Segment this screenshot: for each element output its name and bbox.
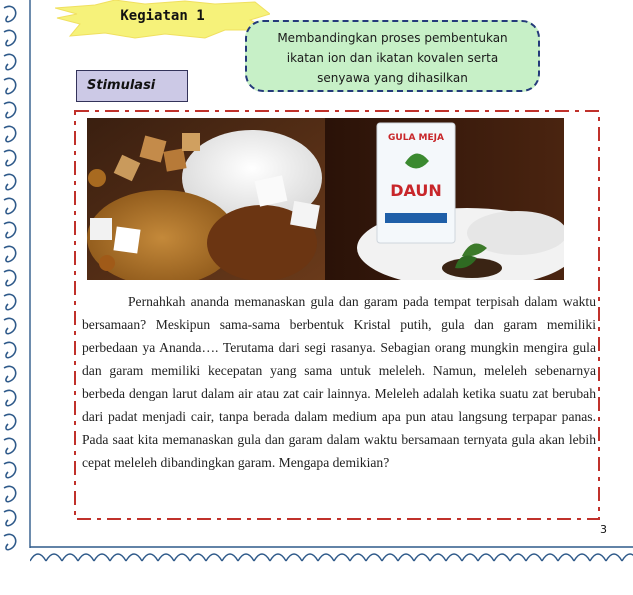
spiral-loop (4, 6, 16, 21)
scallop-arc (350, 554, 366, 561)
spiral-loop (4, 486, 16, 501)
spiral-loop (4, 534, 16, 549)
scallop-arc (590, 554, 606, 561)
spiral-loop (4, 102, 16, 117)
spiral-loop (4, 54, 16, 69)
scallop-arc (222, 554, 238, 561)
scallop-arc (190, 554, 206, 561)
scallop-arc (238, 554, 254, 561)
stimulus-paragraph: Pernahkah ananda memanaskan gula dan garam pada tempat terpisah dalam waktu bersamaan? Meskipun sama-sama berbentuk Kristal putih, gula dan garam memiliki perbedaan ya Ananda…. Terutama dari segi rasanya. Sebagian orang mungkin mengira gula dan garam memiliki kecepatan yang sama untuk meleleh. Namun, meleleh sebenarnya berbeda dengan larut dalam air atau zat cair lainnya. Meleleh adalah ketika suatu zat berubah dari padat menjadi cair, tanpa berada dalam medium apa pun atau langsung terpapar panas. Pada saat kita memanaskan gula dan garam dalam waktu bersamaan ternyata gula akan lebih cepat meleleh dibandingkan garam. Mengapa demikian? (82, 294, 596, 470)
spiral-loop (4, 438, 16, 453)
scallop-arc (270, 554, 286, 561)
spiral-loop (4, 318, 16, 333)
scallop-arc (510, 554, 526, 561)
sugar-salt-photo (87, 118, 564, 280)
spiral-loop (4, 390, 16, 405)
scallop-arc (558, 554, 574, 561)
scallop-arc (318, 554, 334, 561)
scallop-arc (478, 554, 494, 561)
activity-title: Kegiatan 1 (120, 8, 205, 24)
salt-package (377, 123, 455, 243)
spiral-loop (4, 222, 16, 237)
scallop-arc (526, 554, 542, 561)
spiral-loop (4, 246, 16, 261)
spiral-loop (4, 126, 16, 141)
scallop-arc (462, 554, 478, 561)
spiral-loop (4, 294, 16, 309)
objective-line: ikatan ion dan ikatan kovalen serta (286, 51, 499, 65)
scallop-arc (254, 554, 270, 561)
spiral-loop (4, 150, 16, 165)
package-brand-text: GULA MEJA (388, 133, 444, 143)
spiral-loop (4, 198, 16, 213)
scallop-arc (158, 554, 174, 561)
scallop-arc (30, 554, 46, 561)
objective-line: Membandingkan proses pembentukan (277, 31, 508, 45)
section-label: Stimulasi (76, 70, 188, 102)
scallop-arc (366, 554, 382, 561)
package-name-text: DAUN (390, 181, 442, 200)
scallop-arc (430, 554, 446, 561)
scallop-arc (622, 554, 633, 561)
spiral-loop (4, 270, 16, 285)
spiral-loop (4, 30, 16, 45)
scallop-arc (542, 554, 558, 561)
spiral-loop (4, 174, 16, 189)
spiral-loop (4, 510, 16, 525)
objective-callout (245, 20, 540, 92)
scallop-arc (126, 554, 142, 561)
scallop-arc (414, 554, 430, 561)
scallop-arc (382, 554, 398, 561)
scallop-arc (334, 554, 350, 561)
activity-star (55, 0, 270, 40)
spiral-loop (4, 78, 16, 93)
scallop-arc (606, 554, 622, 561)
scallop-arc (78, 554, 94, 561)
spiral-loop (4, 462, 16, 477)
objective-line: senyawa yang dihasilkan (317, 71, 468, 85)
scallop-arc (62, 554, 78, 561)
scallop-arc (174, 554, 190, 561)
scallop-arc (142, 554, 158, 561)
bottom-scallop-border (30, 545, 633, 565)
spiral-loop (4, 342, 16, 357)
scallop-arc (286, 554, 302, 561)
page-number: 3 (600, 523, 607, 536)
scallop-arc (302, 554, 318, 561)
scallop-arc (574, 554, 590, 561)
spiral-loop (4, 366, 16, 381)
scallop-arc (446, 554, 462, 561)
scallop-arc (110, 554, 126, 561)
scallop-arc (94, 554, 110, 561)
spiral-binding (0, 0, 40, 560)
scallop-arc (46, 554, 62, 561)
scallop-arc (494, 554, 510, 561)
scallop-arc (206, 554, 222, 561)
spiral-loop (4, 414, 16, 429)
scallop-arc (398, 554, 414, 561)
